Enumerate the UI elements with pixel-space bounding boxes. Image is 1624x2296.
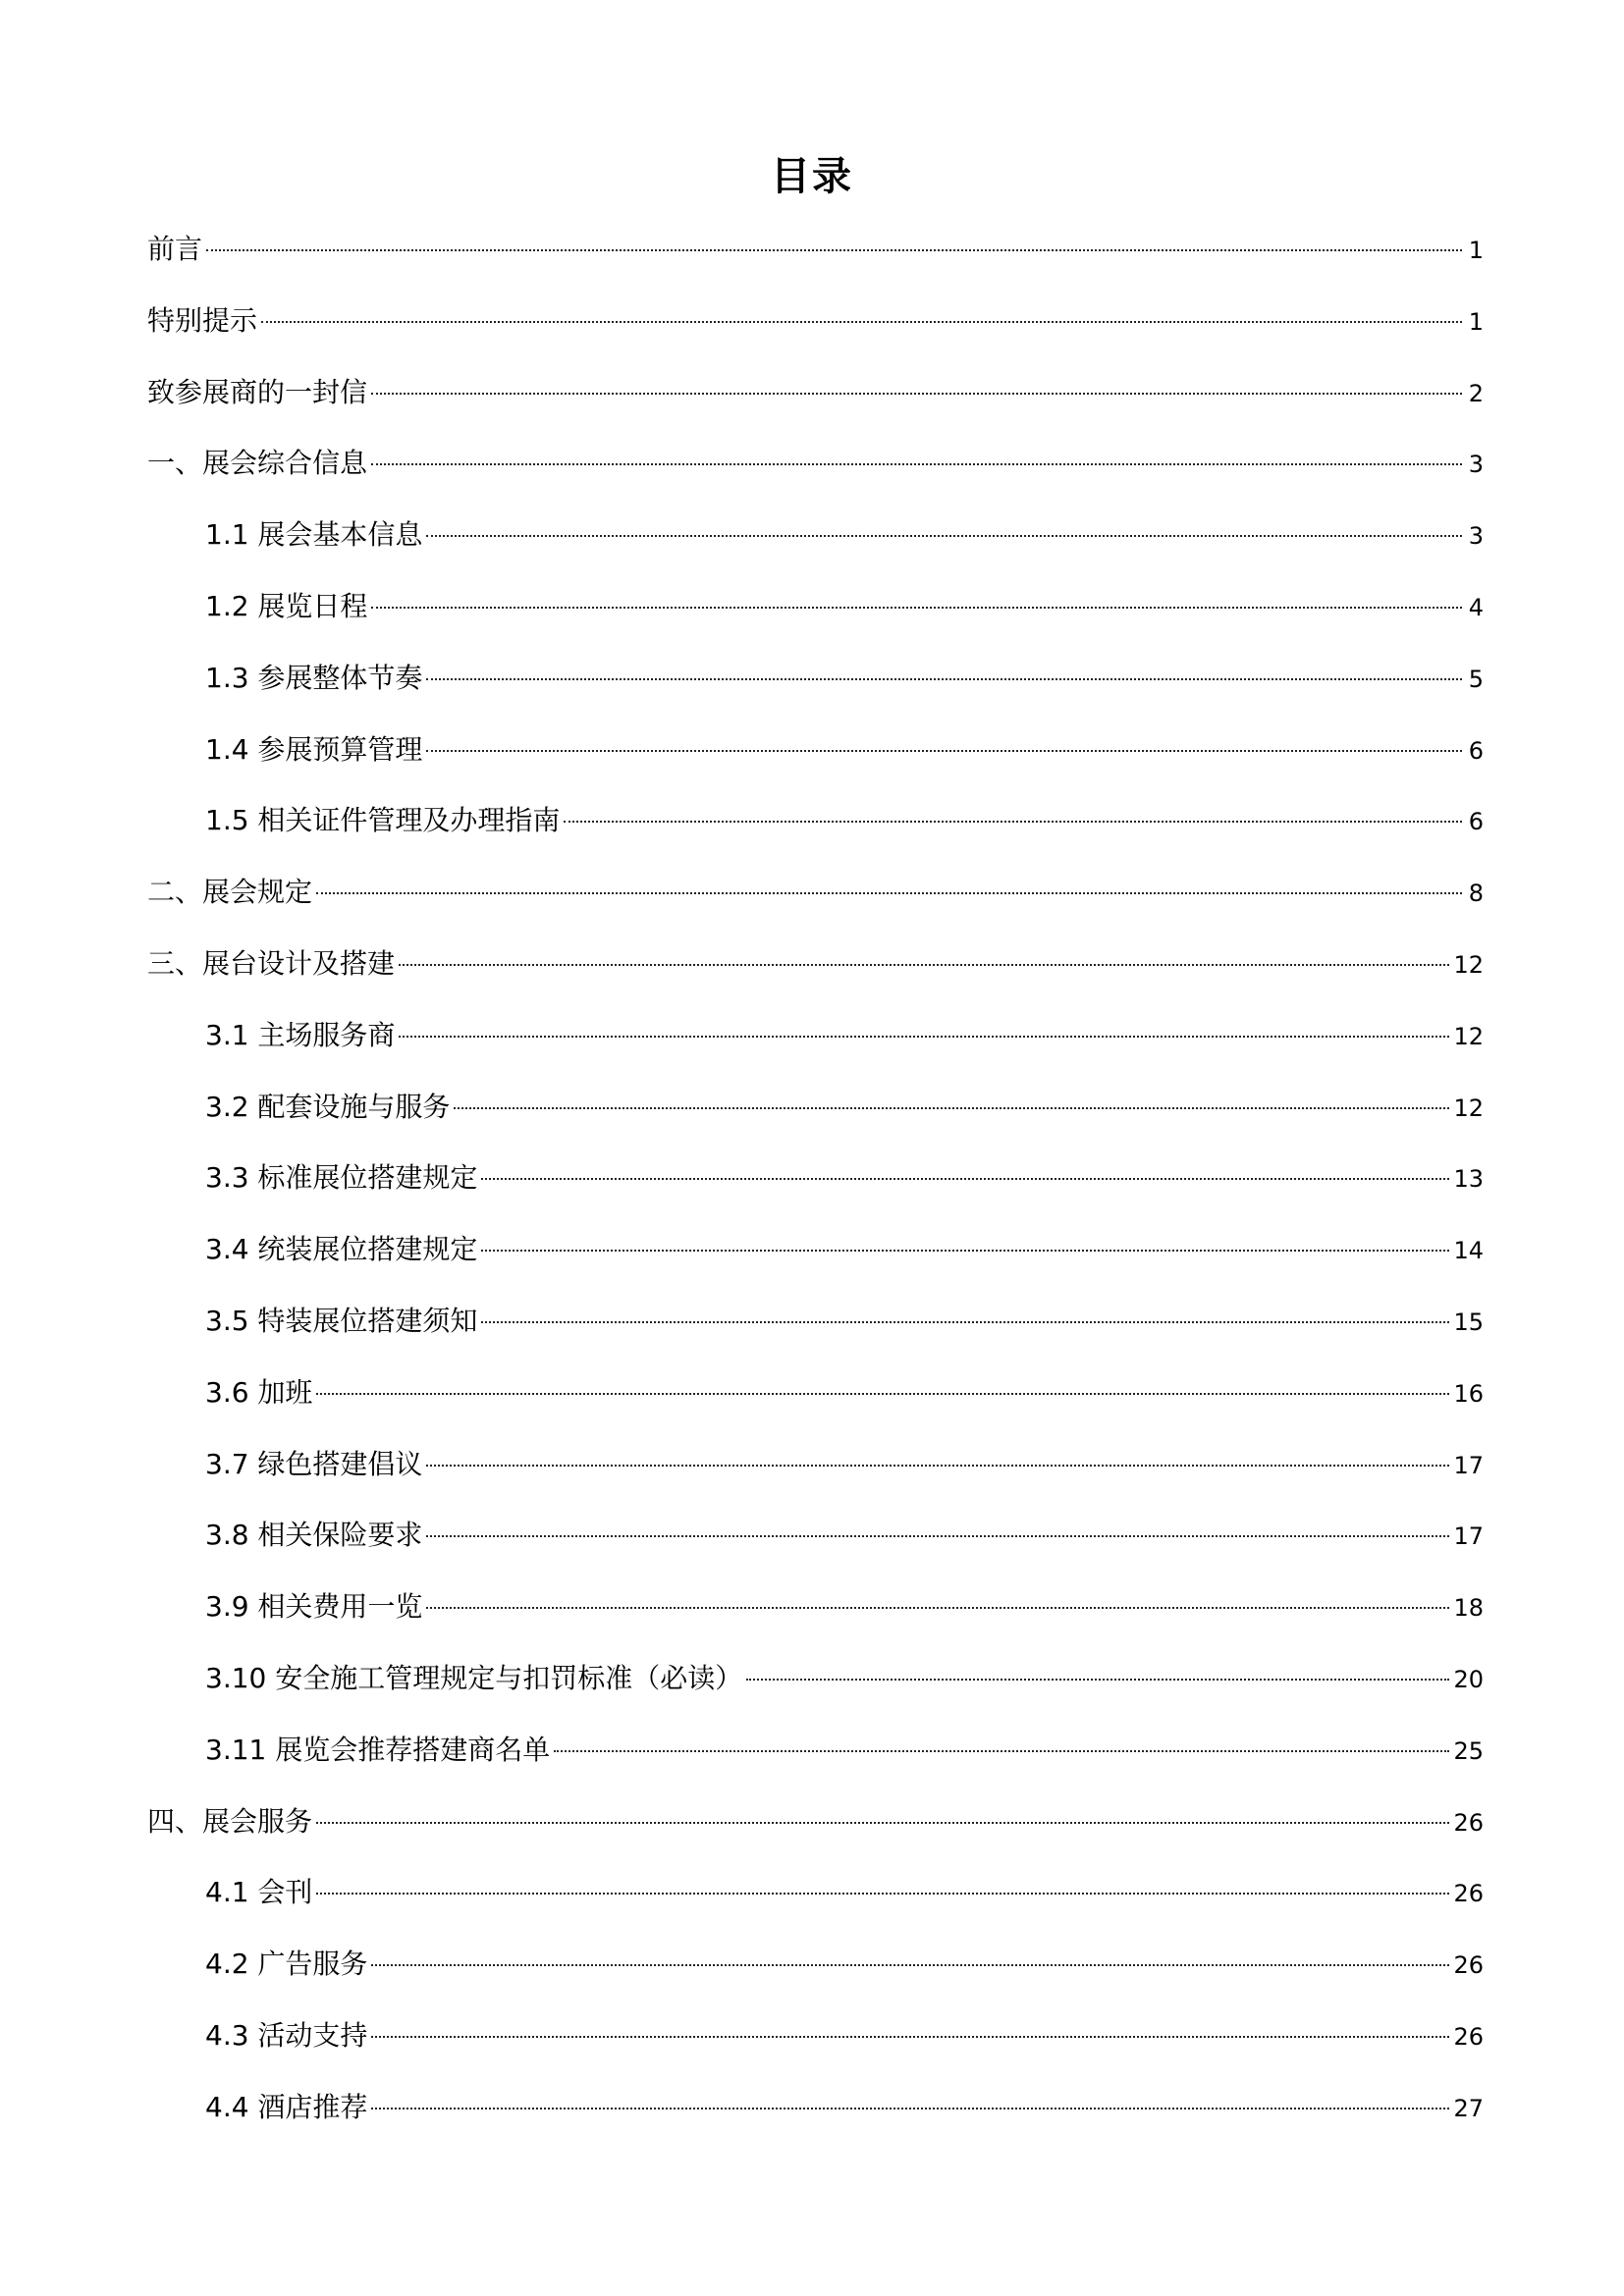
toc-entry[interactable]: [205, 2086, 1484, 2129]
toc-page-number: 5: [1468, 666, 1484, 693]
toc-entry[interactable]: [205, 1156, 1484, 1200]
toc-dot-leader: [426, 678, 1462, 680]
toc-dot-leader: [371, 1964, 1449, 1966]
toc-dot-leader: [564, 821, 1462, 823]
toc-entry-label: 3.10 安全施工管理规定与扣罚标准（必读）: [205, 1662, 743, 1694]
toc-page-number: 4: [1468, 594, 1484, 621]
toc-page-number: 20: [1453, 1666, 1484, 1693]
toc-dot-leader: [206, 249, 1462, 251]
toc-entry[interactable]: [147, 371, 1484, 414]
toc-entry-label: 4.1 会刊: [205, 1876, 313, 1908]
toc-entry[interactable]: [205, 1086, 1484, 1129]
toc-entry[interactable]: [147, 871, 1484, 914]
toc-entry[interactable]: [205, 1514, 1484, 1557]
toc-entry-label: 3.8 相关保险要求: [205, 1519, 423, 1551]
toc-dot-leader: [426, 1535, 1449, 1537]
toc-dot-leader: [371, 463, 1462, 465]
toc-page-number: 3: [1468, 522, 1484, 550]
toc-dot-leader: [481, 1321, 1449, 1323]
toc-page-number: 12: [1453, 1023, 1484, 1050]
toc-dot-leader: [454, 1107, 1449, 1109]
toc-entry[interactable]: [205, 1371, 1484, 1415]
toc-dot-leader: [554, 1750, 1449, 1752]
toc-page-number: 1: [1468, 237, 1484, 264]
toc-entry[interactable]: [205, 1300, 1484, 1343]
toc-entry-label: 3.6 加班: [205, 1376, 313, 1409]
toc-page-number: 27: [1453, 2095, 1484, 2122]
toc-entry[interactable]: [205, 1014, 1484, 1057]
toc-dot-leader: [426, 750, 1462, 752]
toc-dot-leader: [426, 1607, 1449, 1609]
toc-entry-label: 一、展会综合信息: [147, 447, 368, 479]
toc-entry-label: 1.1 展会基本信息: [205, 518, 423, 551]
toc-entry-label: 4.2 广告服务: [205, 1948, 368, 1980]
toc-page-number: 13: [1453, 1165, 1484, 1193]
toc-entry-label: 1.2 展览日程: [205, 590, 368, 622]
toc-dot-leader: [371, 2036, 1449, 2038]
toc-page-number: 26: [1453, 1951, 1484, 1979]
toc-dot-leader: [316, 1393, 1449, 1395]
toc-page-number: 16: [1453, 1380, 1484, 1408]
toc-page-number: 25: [1453, 1737, 1484, 1765]
toc-entry[interactable]: [205, 1228, 1484, 1271]
toc-dot-leader: [481, 1250, 1449, 1252]
toc-dot-leader: [371, 393, 1462, 395]
toc-page-number: 26: [1453, 1880, 1484, 1907]
toc-entry[interactable]: [205, 657, 1484, 700]
toc-dot-leader: [261, 321, 1462, 323]
toc-entry[interactable]: [147, 228, 1484, 271]
toc-entry[interactable]: [205, 728, 1484, 772]
toc-entry-label: 3.4 统装展位搭建规定: [205, 1233, 478, 1265]
toc-entry[interactable]: [205, 1585, 1484, 1629]
toc-page-number: 6: [1468, 808, 1484, 835]
page-title: 目录: [771, 154, 853, 199]
toc-entry-label: 四、展会服务: [147, 1805, 313, 1838]
toc-entry-label: 3.1 主场服务商: [205, 1019, 396, 1051]
toc-dot-leader: [399, 1036, 1449, 1038]
toc-entry-label: 1.4 参展预算管理: [205, 733, 423, 766]
toc-dot-leader: [426, 535, 1462, 537]
toc-entry-label: 3.5 特装展位搭建须知: [205, 1305, 478, 1337]
toc-page-number: 6: [1468, 737, 1484, 765]
toc-entry[interactable]: [147, 299, 1484, 343]
toc-page-number: 3: [1468, 451, 1484, 478]
toc-entry-label: 三、展台设计及搭建: [147, 947, 396, 980]
toc-entry[interactable]: [205, 1657, 1484, 1700]
toc-entry-label: 3.11 展览会推荐搭建商名单: [205, 1734, 551, 1766]
toc-entry-label: 致参展商的一封信: [147, 376, 368, 408]
toc-entry-label: 3.7 绿色搭建倡议: [205, 1448, 423, 1480]
toc-page-number: 12: [1453, 1095, 1484, 1122]
toc-page-number: 17: [1453, 1452, 1484, 1479]
toc-page-number: 18: [1453, 1594, 1484, 1622]
toc-entry-label: 二、展会规定: [147, 876, 313, 908]
toc-dot-leader: [746, 1679, 1449, 1681]
toc-entry-label: 3.3 标准展位搭建规定: [205, 1161, 478, 1194]
toc-entry-label: 前言: [147, 233, 203, 265]
toc-page-number: 26: [1453, 1809, 1484, 1837]
toc-dot-leader: [371, 607, 1462, 609]
toc-dot-leader: [399, 964, 1449, 966]
toc-page-number: 2: [1468, 380, 1484, 407]
toc-dot-leader: [426, 1465, 1449, 1467]
toc-entry[interactable]: [205, 2014, 1484, 2057]
toc-entry-label: 4.3 活动支持: [205, 2019, 368, 2052]
toc-entry-label: 4.4 酒店推荐: [205, 2091, 368, 2123]
toc-entry-label: 1.5 相关证件管理及办理指南: [205, 804, 561, 836]
toc-entry[interactable]: [205, 1729, 1484, 1772]
toc-entry[interactable]: [147, 1800, 1484, 1843]
toc-entry[interactable]: [147, 942, 1484, 986]
toc-entry[interactable]: [205, 585, 1484, 628]
toc-entry[interactable]: [205, 1443, 1484, 1486]
toc-page-number: 26: [1453, 2023, 1484, 2051]
toc-entry[interactable]: [205, 513, 1484, 557]
toc-entry-label: 3.9 相关费用一览: [205, 1590, 423, 1623]
toc-dot-leader: [481, 1178, 1449, 1180]
toc-page-number: 17: [1453, 1522, 1484, 1550]
toc-entry-label: 1.3 参展整体节奏: [205, 662, 423, 694]
toc-page-number: 14: [1453, 1237, 1484, 1264]
toc-entry-label: 特别提示: [147, 304, 258, 337]
toc-dot-leader: [316, 892, 1462, 894]
toc-page-number: 12: [1453, 951, 1484, 979]
toc-page-number: 8: [1468, 880, 1484, 907]
toc-entry[interactable]: [205, 1871, 1484, 1914]
toc-page-number: 15: [1453, 1308, 1484, 1336]
toc-entry-label: 3.2 配套设施与服务: [205, 1091, 451, 1123]
toc-dot-leader: [316, 1893, 1449, 1895]
toc-entry[interactable]: [205, 1943, 1484, 1986]
toc-dot-leader: [316, 1822, 1449, 1824]
toc-dot-leader: [371, 2108, 1449, 2109]
toc-page-number: 1: [1468, 308, 1484, 336]
toc-entry[interactable]: [205, 799, 1484, 842]
toc-entry[interactable]: [147, 442, 1484, 485]
